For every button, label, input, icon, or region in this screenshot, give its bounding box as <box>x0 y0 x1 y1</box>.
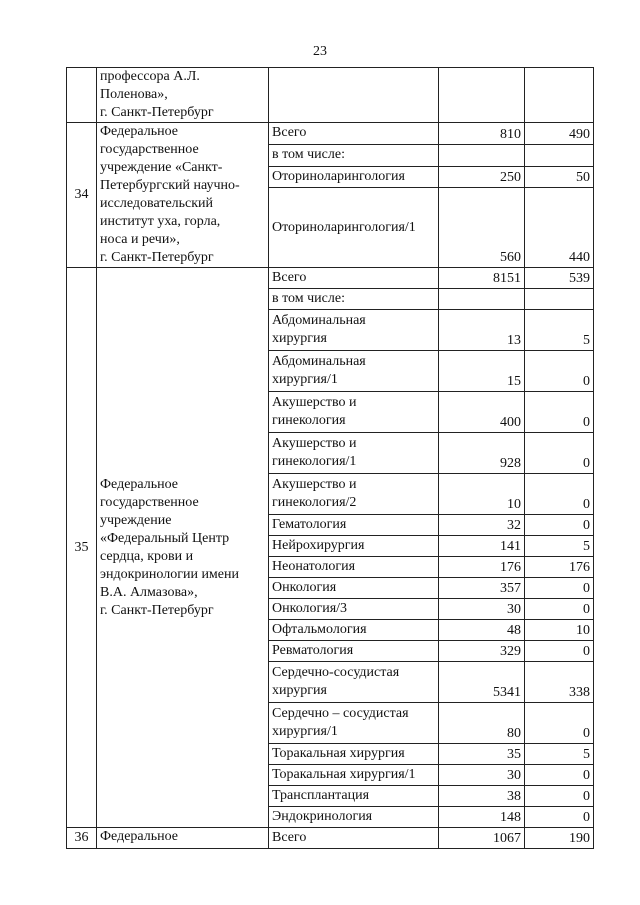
value-cell-1: 38 <box>439 786 525 807</box>
specialty-cell: в том числе: <box>269 289 439 310</box>
institutions-table <box>66 67 594 849</box>
value-cell-1: 250 <box>439 166 525 188</box>
value-cell-1: 1067 <box>439 828 525 849</box>
specialty-cell: Торакальная хирургия/1 <box>269 765 439 786</box>
value-cell-1: 176 <box>439 557 525 578</box>
value-cell-2: 0 <box>525 599 594 620</box>
specialty-cell: в том числе: <box>269 144 439 166</box>
specialty-cell: Трансплантация <box>269 786 439 807</box>
value-cell-1 <box>439 68 525 123</box>
value-cell-2: 490 <box>525 123 594 145</box>
specialty-cell: Торакальная хирургия <box>269 744 439 765</box>
specialty-cell: Всего <box>269 828 439 849</box>
value-cell-1: 148 <box>439 807 525 828</box>
value-cell-1: 141 <box>439 536 525 557</box>
value-cell-2: 5 <box>525 310 594 351</box>
specialty-cell: Неонатология <box>269 557 439 578</box>
page-number: 23 <box>313 44 327 59</box>
value-cell-1: 928 <box>439 433 525 474</box>
specialty-cell: Сердечно – сосудистая хирургия/1 <box>269 703 439 744</box>
specialty-cell: Абдоминальная хирургия/1 <box>269 351 439 392</box>
value-cell-1: 30 <box>439 599 525 620</box>
value-cell-2 <box>525 289 594 310</box>
value-cell-2: 0 <box>525 765 594 786</box>
specialty-cell: Всего <box>269 268 439 289</box>
value-cell-1: 10 <box>439 474 525 515</box>
row-number: 35 <box>67 268 97 828</box>
specialty-cell: Ревматология <box>269 641 439 662</box>
value-cell-2: 0 <box>525 578 594 599</box>
value-cell-2: 190 <box>525 828 594 849</box>
value-cell-1: 8151 <box>439 268 525 289</box>
value-cell-1 <box>439 289 525 310</box>
value-cell-2: 0 <box>525 392 594 433</box>
institution-name: Федеральное государственное учреждение «Федеральный Центр сердца, крови и эндокринологии имени В.А. Алмазова», г. Санкт-Петербург <box>97 268 269 828</box>
institution-name: Федеральное <box>97 828 269 849</box>
specialty-cell <box>269 68 439 123</box>
value-cell-2: 0 <box>525 433 594 474</box>
row-number: 34 <box>67 123 97 268</box>
value-cell-1: 5341 <box>439 662 525 703</box>
value-cell-2: 0 <box>525 474 594 515</box>
value-cell-1: 15 <box>439 351 525 392</box>
value-cell-1: 13 <box>439 310 525 351</box>
value-cell-1: 80 <box>439 703 525 744</box>
row-number: 36 <box>67 828 97 849</box>
value-cell-1 <box>439 144 525 166</box>
specialty-cell: Оториноларингология/1 <box>269 188 439 268</box>
value-cell-2 <box>525 144 594 166</box>
value-cell-2 <box>525 68 594 123</box>
specialty-cell: Офтальмология <box>269 620 439 641</box>
specialty-cell: Онкология/3 <box>269 599 439 620</box>
value-cell-2: 338 <box>525 662 594 703</box>
specialty-cell: Акушерство и гинекология/2 <box>269 474 439 515</box>
specialty-cell: Гематология <box>269 515 439 536</box>
value-cell-2: 0 <box>525 703 594 744</box>
value-cell-1: 357 <box>439 578 525 599</box>
value-cell-2: 0 <box>525 351 594 392</box>
specialty-cell: Онкология <box>269 578 439 599</box>
table-row-continuation <box>67 68 594 123</box>
value-cell-1: 329 <box>439 641 525 662</box>
institution-name: профессора А.Л. Поленова», г. Санкт-Петербург <box>97 68 269 123</box>
value-cell-1: 48 <box>439 620 525 641</box>
value-cell-2: 176 <box>525 557 594 578</box>
value-cell-2: 10 <box>525 620 594 641</box>
value-cell-2: 50 <box>525 166 594 188</box>
table-body <box>67 68 594 849</box>
value-cell-1: 400 <box>439 392 525 433</box>
value-cell-1: 30 <box>439 765 525 786</box>
specialty-cell: Сердечно-сосудистая хирургия <box>269 662 439 703</box>
specialty-cell: Акушерство и гинекология <box>269 392 439 433</box>
table-row <box>67 123 594 145</box>
value-cell-2: 0 <box>525 641 594 662</box>
value-cell-1: 35 <box>439 744 525 765</box>
value-cell-2: 0 <box>525 807 594 828</box>
table-row <box>67 828 594 849</box>
value-cell-1: 32 <box>439 515 525 536</box>
specialty-cell: Всего <box>269 123 439 145</box>
institution-name: Федеральное государственное учреждение «Санкт- Петербургский научно- исследовательский институт уха, горла, носа и речи», г. Санкт-Петербург <box>97 123 269 268</box>
table-row <box>67 268 594 289</box>
specialty-cell: Эндокринология <box>269 807 439 828</box>
value-cell-2: 0 <box>525 786 594 807</box>
value-cell-2: 440 <box>525 188 594 268</box>
specialty-cell: Нейрохирургия <box>269 536 439 557</box>
value-cell-2: 5 <box>525 536 594 557</box>
value-cell-2: 5 <box>525 744 594 765</box>
specialty-cell: Абдоминальная хирургия <box>269 310 439 351</box>
specialty-cell: Оториноларингология <box>269 166 439 188</box>
value-cell-1: 560 <box>439 188 525 268</box>
row-number <box>67 68 97 123</box>
value-cell-1: 810 <box>439 123 525 145</box>
value-cell-2: 539 <box>525 268 594 289</box>
specialty-cell: Акушерство и гинекология/1 <box>269 433 439 474</box>
value-cell-2: 0 <box>525 515 594 536</box>
